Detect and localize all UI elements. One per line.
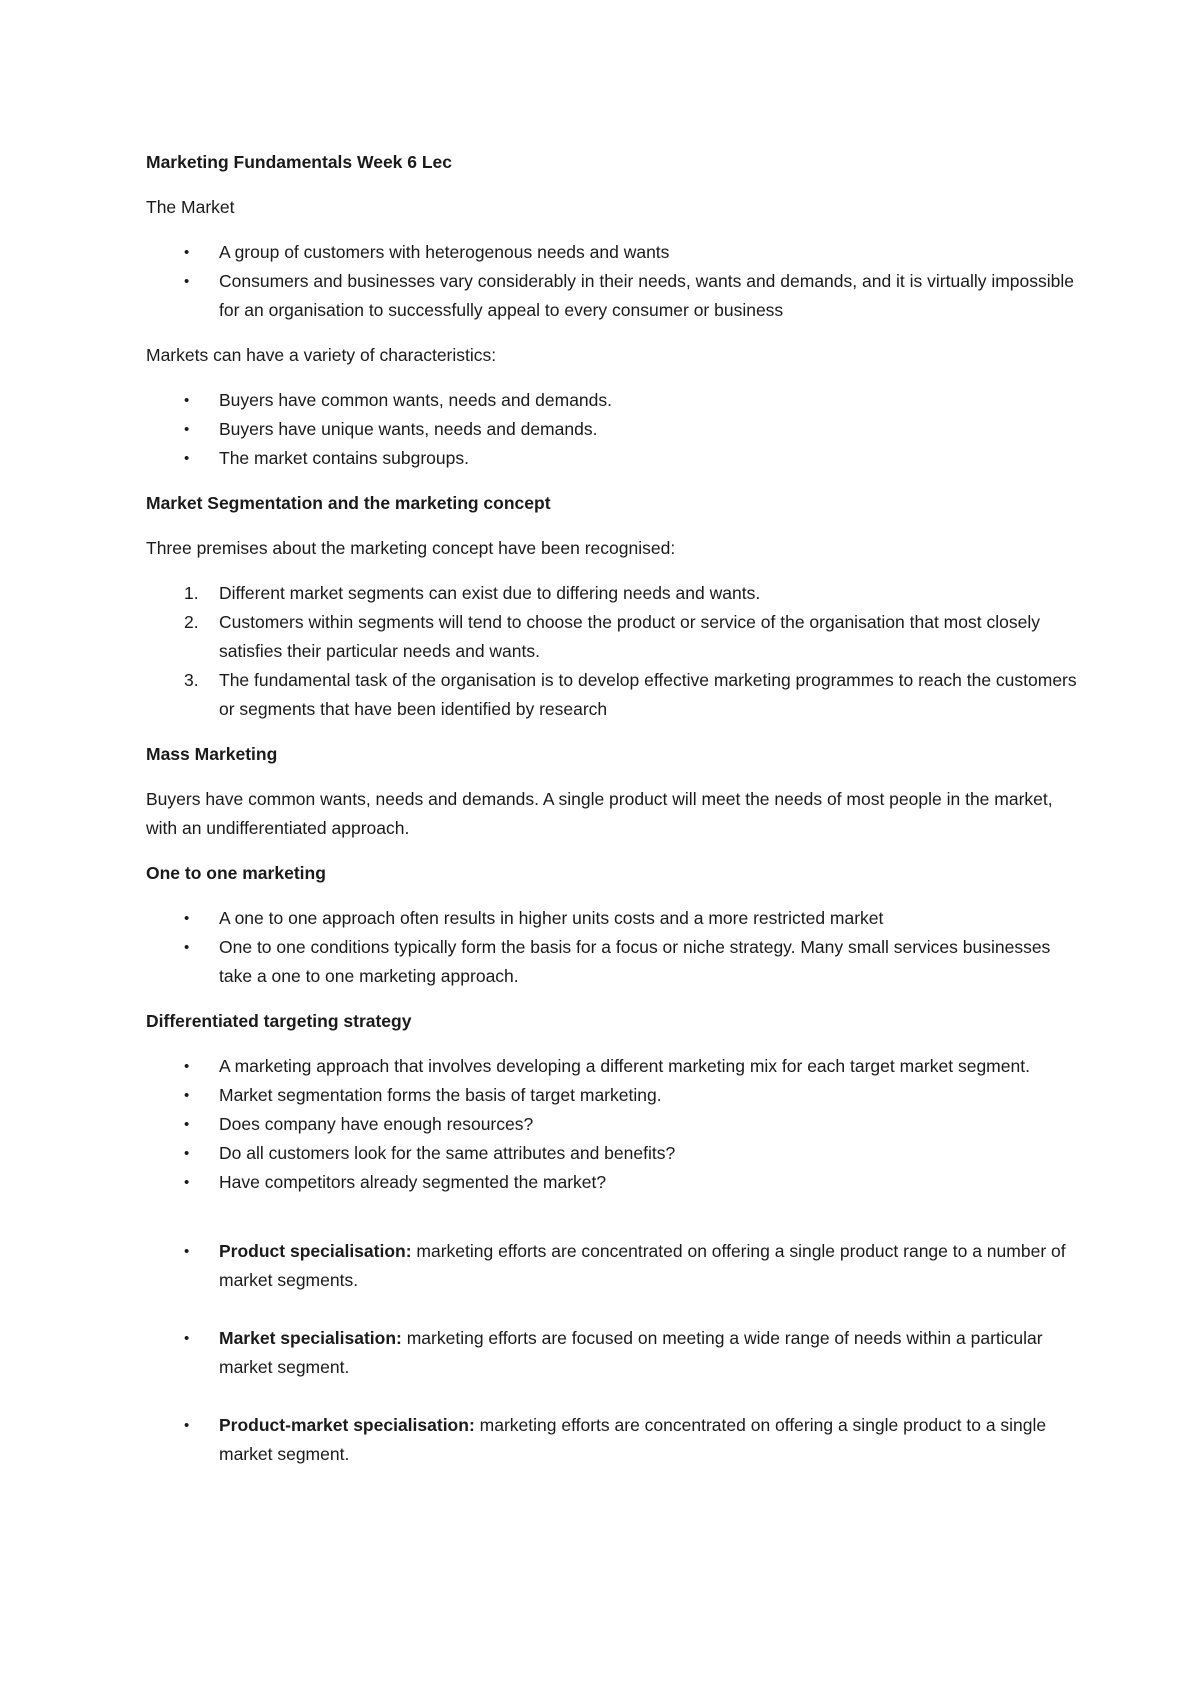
specialisation-bullet-list [146,1237,1080,1469]
premises-numbered-list [146,579,1080,724]
bullet-icon: • [184,939,190,956]
bullet-icon: • [184,1243,190,1260]
term-label: Product specialisation: [219,1241,412,1261]
list-item: • Have competitors already segmented the market? [146,1168,1080,1197]
market-bullet-list [146,238,1080,325]
term-label: Product-market specialisation: [219,1415,475,1435]
list-item: 1. Different market segments can exist due to differing needs and wants. [146,579,1080,608]
list-item: • Consumers and businesses vary considerably in their needs, wants and demands, and it is virtually impossible for an organisation to successfully appeal to every consumer or business [146,267,1080,325]
list-item: • Does company have enough resources? [146,1110,1080,1139]
differentiated-bullet-list [146,1052,1080,1197]
document-title: Marketing Fundamentals Week 6 Lec [146,152,453,172]
differentiated-heading: Differentiated targeting strategy [146,1011,412,1031]
bullet-icon: • [184,392,190,409]
mass-marketing-text: Buyers have common wants, needs and demands. A single product will meet the needs of most people in the market, with an undifferentiated approach. [146,789,1053,838]
mass-marketing-heading: Mass Marketing [146,744,278,764]
list-item: • Product-market specialisation: marketing efforts are concentrated on offering a single product to a single market segment. [146,1411,1080,1469]
list-number: 2. [184,612,199,632]
list-item: • The market contains subgroups. [146,444,1080,473]
list-item: 2. Customers within segments will tend to choose the product or service of the organisation that most closely satisfies their particular needs and wants. [146,608,1080,666]
market-heading: The Market [146,197,235,217]
list-item: • Buyers have common wants, needs and demands. [146,386,1080,415]
bullet-icon: • [184,910,190,927]
bullet-icon: • [184,421,190,438]
bullet-icon: • [184,1058,190,1075]
segmentation-heading: Market Segmentation and the marketing concept [146,493,551,513]
list-item: • Market specialisation: marketing efforts are focused on meeting a wide range of needs within a particular market segment. [146,1324,1080,1382]
bullet-icon: • [184,1116,190,1133]
list-item: • A marketing approach that involves developing a different marketing mix for each target market segment. [146,1052,1080,1081]
one-to-one-heading: One to one marketing [146,863,326,883]
list-number: 3. [184,670,199,690]
list-item: 3. The fundamental task of the organisation is to develop effective marketing programmes to reach the customers or segments that have been identified by research [146,666,1080,724]
bullet-icon: • [184,1087,190,1104]
list-item: • Product specialisation: marketing efforts are concentrated on offering a single product range to a number of market segments. [146,1237,1080,1295]
one-to-one-bullet-list [146,904,1080,991]
list-item: • Market segmentation forms the basis of target marketing. [146,1081,1080,1110]
list-number: 1. [184,583,199,603]
segmentation-intro: Three premises about the marketing concept have been recognised: [146,538,676,558]
term-label: Market specialisation: [219,1328,402,1348]
list-item: • One to one conditions typically form the basis for a focus or niche strategy. Many small services businesses take a one to one marketing approach. [146,933,1080,991]
bullet-icon: • [184,244,190,261]
list-item: • A group of customers with heterogenous needs and wants [146,238,1080,267]
bullet-icon: • [184,1174,190,1191]
bullet-icon: • [184,1330,190,1347]
bullet-icon: • [184,273,190,290]
characteristics-bullet-list [146,386,1080,473]
list-item: • Do all customers look for the same attributes and benefits? [146,1139,1080,1168]
list-item: • A one to one approach often results in higher units costs and a more restricted market [146,904,1080,933]
bullet-icon: • [184,450,190,467]
characteristics-intro: Markets can have a variety of characteristics: [146,345,497,365]
bullet-icon: • [184,1417,190,1434]
bullet-icon: • [184,1145,190,1162]
list-item: • Buyers have unique wants, needs and demands. [146,415,1080,444]
